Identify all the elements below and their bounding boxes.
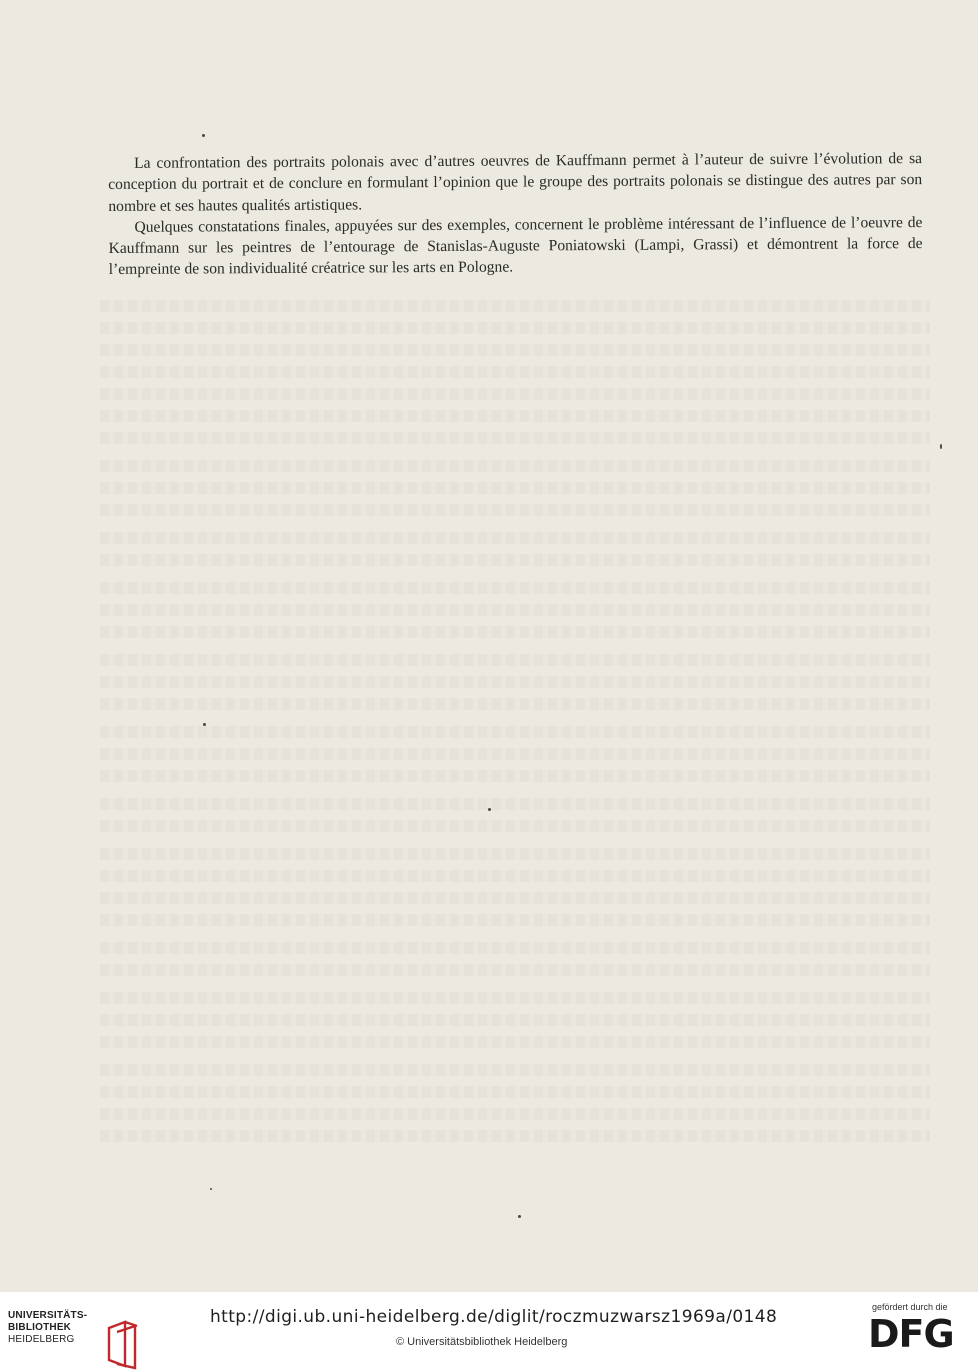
- dust-speck: [518, 1215, 521, 1218]
- show-through-line: [100, 432, 930, 444]
- show-through-line: [100, 798, 930, 810]
- show-through-line: [100, 942, 930, 954]
- dust-speck: [210, 1188, 212, 1190]
- show-through-line: [100, 1036, 930, 1048]
- show-through-line: [100, 1014, 930, 1026]
- show-through-line: [100, 1108, 930, 1120]
- show-through-line: [100, 770, 930, 782]
- show-through-line: [100, 460, 930, 472]
- show-through-line: [100, 482, 930, 494]
- show-through-line: [100, 1130, 930, 1142]
- permalink-url[interactable]: http://digi.ub.uni-heidelberg.de/diglit/roczmuzwarsz1969a/0148: [210, 1307, 778, 1327]
- paragraph: La confrontation des portraits polonais avec d’autres oeuvres de Kauffmann permet à l’auteur de suivre l’évolution de sa conception du portrait et de conclure en formulant l’opinion que le groupe des portraits polonais se distingue des autres par son nombre et ses hautes qualités artistiques.: [108, 150, 923, 215]
- show-through-line: [100, 410, 930, 422]
- show-through-line: [100, 726, 930, 738]
- show-through-line: [100, 870, 930, 882]
- dfg-logo[interactable]: DFG: [868, 1312, 954, 1356]
- dust-speck: [488, 808, 491, 811]
- show-through-line: [100, 300, 930, 312]
- funded-by-label: gefördert durch die: [872, 1302, 948, 1312]
- show-through-line: [100, 748, 930, 760]
- library-name: BIBLIOTHEK: [8, 1322, 72, 1333]
- show-through-line: [100, 992, 930, 1004]
- show-through-line: [100, 676, 930, 688]
- show-through-line: [100, 1086, 930, 1098]
- show-through-line: [100, 366, 930, 378]
- dust-speck: [202, 134, 205, 137]
- show-through-line: [100, 848, 930, 860]
- show-through-line: [100, 654, 930, 666]
- paragraph: Quelques constatations finales, appuyées sur des exemples, concernent le problème intéressant de l’influence de l’oeuvre de Kauffmann sur les peintres de l’entourage de Stanislas-Auguste Poniatowski (Lampi, Grassi) et démontrent la force de l’empreinte de son individualité créatrice sur les arts en Pologne.: [108, 213, 923, 279]
- show-through-line: [100, 504, 930, 516]
- show-through-line: [100, 554, 930, 566]
- library-logo[interactable]: [8, 1310, 87, 1346]
- show-through-line: [100, 626, 930, 638]
- show-through-line: [100, 532, 930, 544]
- dust-speck: [203, 723, 206, 726]
- body-text: [108, 148, 923, 281]
- show-through-line: [100, 604, 930, 616]
- show-through-line: [100, 964, 930, 976]
- library-name: UNIVERSITÄTS-: [8, 1310, 88, 1321]
- show-through-line: [100, 698, 930, 710]
- show-through-line: [100, 892, 930, 904]
- show-through-line: [100, 1064, 930, 1076]
- show-through-line: [100, 820, 930, 832]
- show-through-line: [100, 344, 930, 356]
- show-through-line: [100, 322, 930, 334]
- show-through-line: [100, 582, 930, 594]
- show-through-line: [100, 914, 930, 926]
- dust-speck: [940, 444, 942, 449]
- show-through-line: [100, 388, 930, 400]
- library-name: HEIDELBERG: [8, 1334, 75, 1345]
- copyright-notice: © Universitätsbibliothek Heidelberg: [396, 1336, 568, 1348]
- viewer-footer: [0, 1292, 978, 1363]
